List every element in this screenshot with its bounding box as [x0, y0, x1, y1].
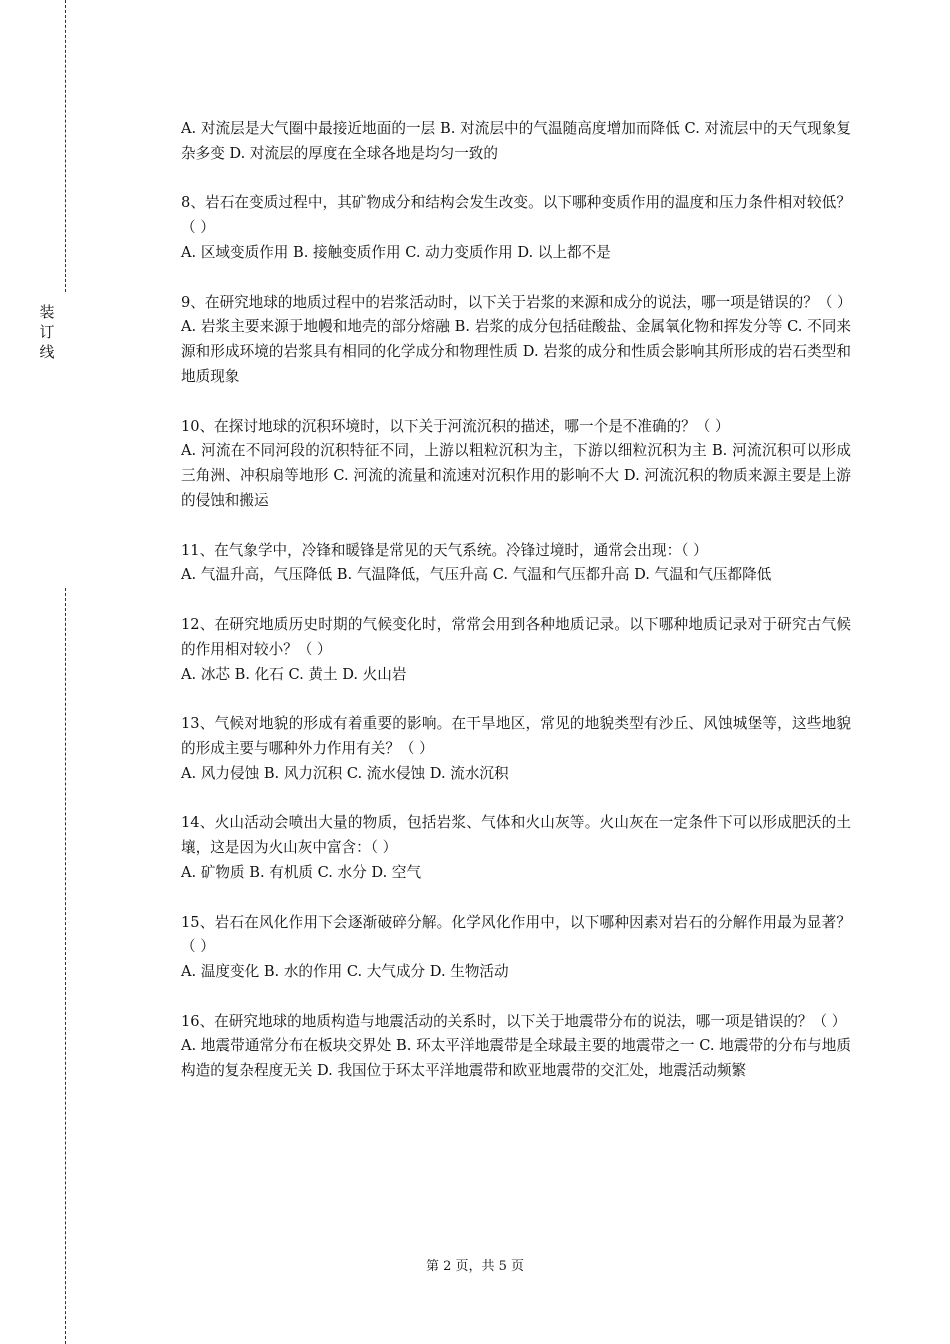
- question-options: A. 矿物质 B. 有机质 C. 水分 D. 空气: [181, 863, 422, 881]
- question-11: [181, 539, 851, 589]
- question-list: [181, 117, 851, 1084]
- question-stem: 11、在气象学中，冷锋和暖锋是常见的天气系统。冷锋过境时，通常会出现：（ ）: [181, 541, 708, 559]
- question-10: [181, 415, 851, 514]
- question-14: [181, 811, 851, 885]
- binding-char: 订: [39, 323, 55, 341]
- binding-char: 装: [39, 303, 55, 321]
- question-options: A. 温度变化 B. 水的作用 C. 大气成分 D. 生物活动: [181, 963, 509, 981]
- question-options: A. 对流层是大气圈中最接近地面的一层 B. 对流层中的气温随高度增加而降低 C. 对流层中的天气现象复杂多变 D. 对流层的厚度在全球各地是均匀一致的: [181, 120, 851, 162]
- question-options: A. 风力侵蚀 B. 风力沉积 C. 流水侵蚀 D. 流水沉积: [181, 764, 509, 782]
- question-options: A. 地震带通常分布在板块交界处 B. 环太平洋地震带是全球最主要的地震带之一 C. 地震带的分布与地质构造的复杂程度无关 D. 我国位于环太平洋地震带和欧亚地震带的交汇处，地震活动频繁: [181, 1037, 851, 1080]
- question-stem: 8、岩石在变质过程中，其矿物成分和结构会发生改变。以下哪种变质作用的温度和压力条件相对较低？（ ）: [181, 194, 851, 237]
- binding-line-top: [65, 0, 66, 292]
- question-7: [181, 117, 851, 167]
- question-13: [181, 712, 851, 786]
- question-options: A. 岩浆主要来源于地幔和地壳的部分熔融 B. 岩浆的成分包括硅酸盐、金属氧化物和挥发分等 C. 不同来源和形成环境的岩浆具有相同的化学成分和物理性质 D. 岩浆的成分和性质会影响其所形成的岩石类型和地质现象: [181, 318, 851, 385]
- page-number: 第 2 页，共 5 页: [425, 1259, 525, 1274]
- question-15: [181, 911, 851, 985]
- question-16: [181, 1010, 851, 1084]
- question-12: [181, 613, 851, 687]
- question-stem: 12、在研究地质历史时期的气候变化时，常常会用到各种地质记录。以下哪种地质记录对于研究古气候的作用相对较小？（ ）: [181, 615, 851, 658]
- binding-line-bottom: [65, 588, 66, 1344]
- question-stem: 13、气候对地貌的形成有着重要的影响。在干旱地区，常见的地貌类型有沙丘、风蚀城堡等，这些地貌的形成主要与哪种外力作用有关？（ ）: [181, 715, 851, 757]
- question-8: [181, 191, 851, 265]
- question-stem: 10、在探讨地球的沉积环境时，以下关于河流沉积的描述，哪一个是不准确的？（ ）: [181, 417, 730, 435]
- question-options: A. 冰芯 B. 化石 C. 黄土 D. 火山岩: [181, 665, 407, 683]
- question-9: [181, 291, 851, 390]
- binding-label: [37, 302, 57, 362]
- question-stem: 9、在研究地球的地质过程中的岩浆活动时，以下关于岩浆的来源和成分的说法，哪一项是错误的？（ ）: [181, 293, 852, 311]
- question-options: A. 河流在不同河段的沉积特征不同，上游以粗粒沉积为主，下游以细粒沉积为主 B. 河流沉积可以形成三角洲、冲积扇等地形 C. 河流的流量和流速对沉积作用的影响不大 D. 河流沉积的物质来源主要是上游的侵蚀和搬运: [181, 442, 851, 509]
- question-options: A. 气温升高，气压降低 B. 气温降低，气压升高 C. 气温和气压都升高 D. 气温和气压都降低: [181, 566, 772, 584]
- binding-char: 线: [39, 343, 55, 361]
- question-stem: 14、火山活动会喷出大量的物质，包括岩浆、气体和火山灰等。火山灰在一定条件下可以形成肥沃的土壤，这是因为火山灰中富含：（ ）: [181, 814, 851, 857]
- question-options: A. 区域变质作用 B. 接触变质作用 C. 动力变质作用 D. 以上都不是: [181, 243, 611, 261]
- question-stem: 15、岩石在风化作用下会逐渐破碎分解。化学风化作用中，以下哪种因素对岩石的分解作用最为显著？（ ）: [181, 913, 851, 956]
- question-stem: 16、在研究地球的地质构造与地震活动的关系时，以下关于地震带分布的说法，哪一项是错误的？（ ）: [181, 1012, 847, 1030]
